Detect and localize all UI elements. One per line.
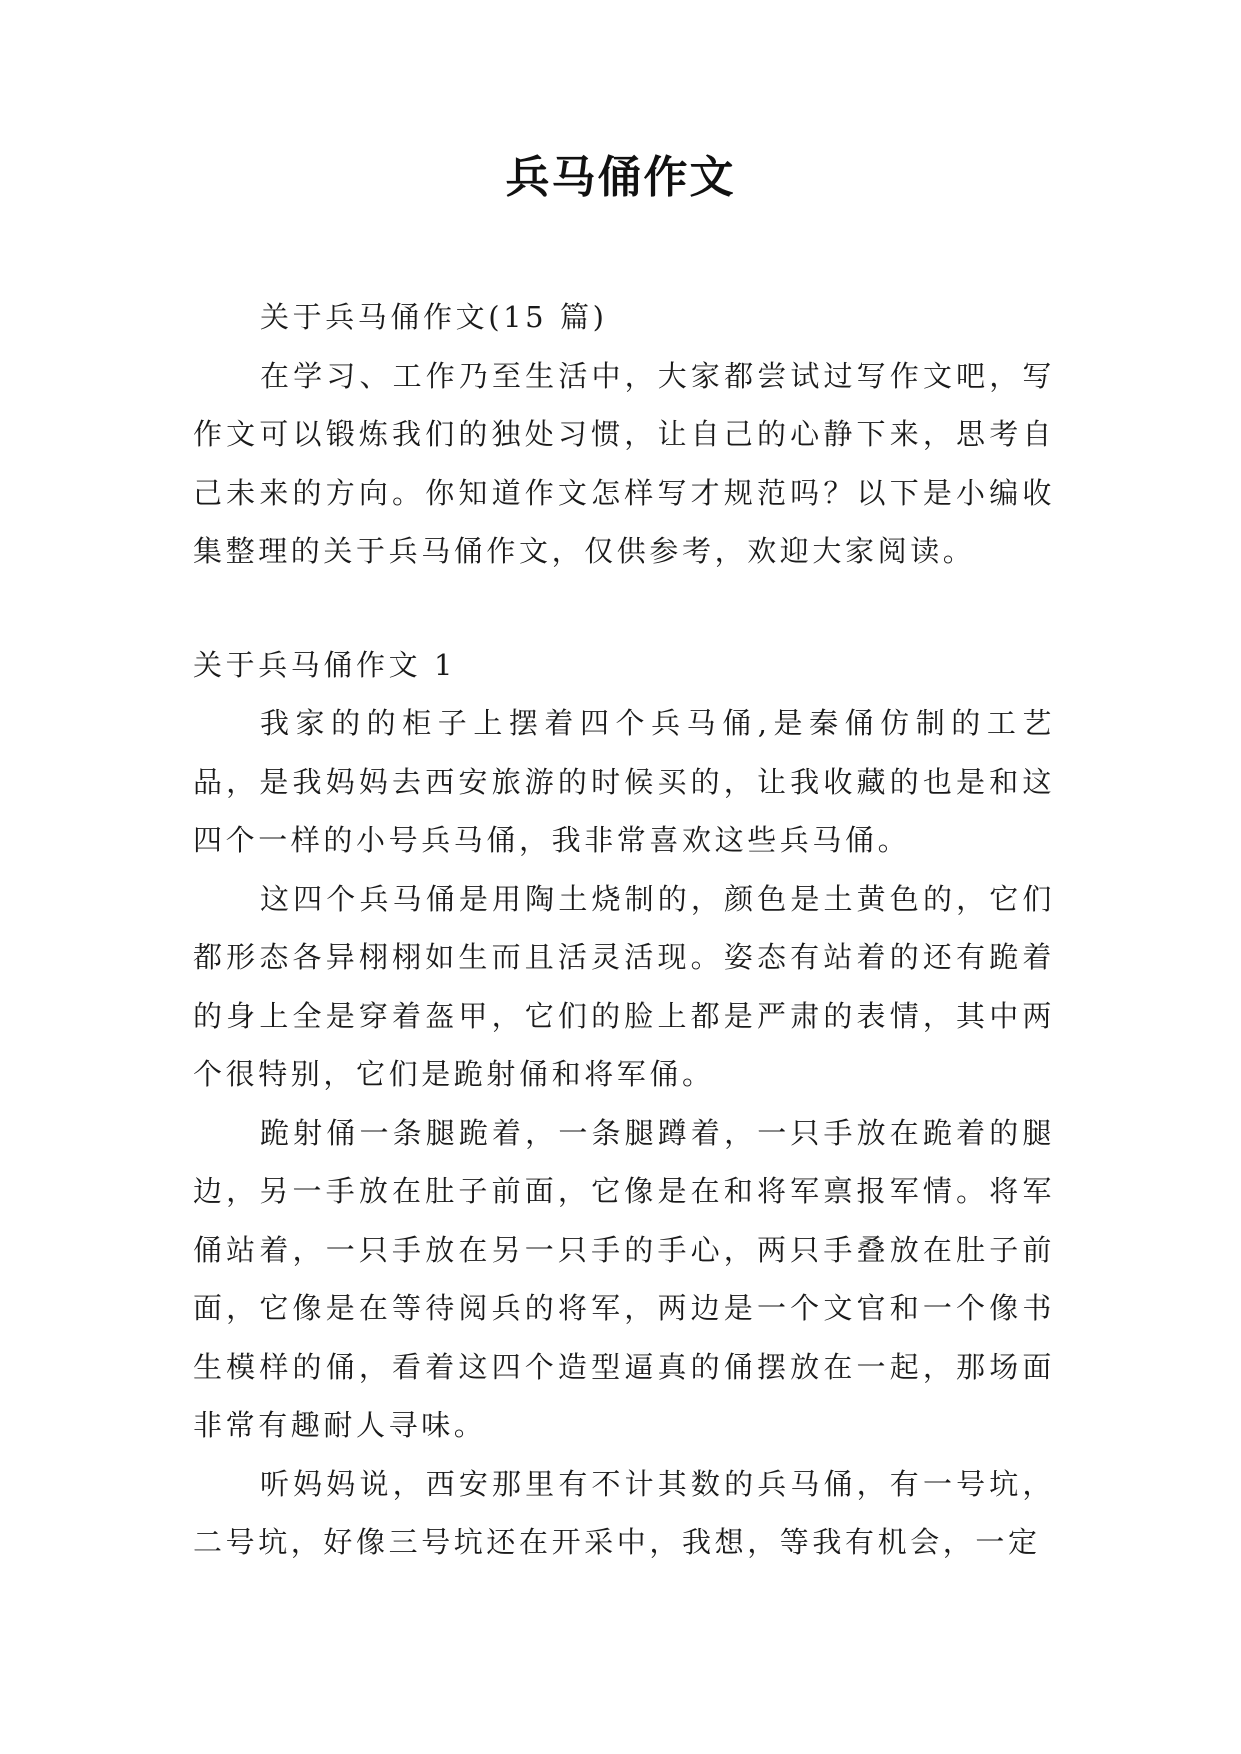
- section-paragraph: 这四个兵马俑是用陶土烧制的，颜色是土黄色的，它们都形态各异栩栩如生而且活灵活现。姿态有站着的还有跪着的身上全是穿着盔甲，它们的脸上都是严肃的表情，其中两个很特别，它们是跪射俑和将军俑。: [193, 881, 1055, 1091]
- document-title: 兵马俑作文: [505, 152, 736, 203]
- section-paragraph: 跪射俑一条腿跪着，一条腿蹲着，一只手放在跪着的腿边，另一手放在肚子前面，它像是在和将军禀报军情。将军俑站着，一只手放在另一只手的手心，两只手叠放在肚子前面，它像是在等待阅兵的将军，两边是一个文官和一个像书生模样的俑，看着这四个造型逼真的俑摆放在一起，那场面非常有趣耐人寻味。: [193, 1115, 1055, 1442]
- section-paragraph: 我家的的柜子上摆着四个兵马俑,是秦俑仿制的工艺品，是我妈妈去西安旅游的时候买的，让我收藏的也是和这四个一样的小号兵马俑，我非常喜欢这些兵马俑。: [193, 706, 1055, 857]
- section-paragraph: 听妈妈说，西安那里有不计其数的兵马俑，有一号坑，二号坑，好像三号坑还在开采中，我想，等我有机会，一定: [193, 1466, 1055, 1559]
- section-spacer: [193, 581, 1055, 636]
- essay-section: [193, 636, 1055, 1572]
- section-heading: 关于兵马俑作文 1: [193, 647, 457, 682]
- document-subtitle: 关于兵马俑作文(15 篇): [260, 300, 608, 334]
- intro-paragraph: 在学习、工作乃至生活中，大家都尝试过写作文吧，写作文可以锻炼我们的独处习惯，让自己的心静下来，思考自己未来的方向。你知道作文怎样写才规范吗？以下是小编收集整理的关于兵马俑作文，仅供参考，欢迎大家阅读。: [193, 358, 1055, 568]
- document-body: [193, 288, 1055, 1572]
